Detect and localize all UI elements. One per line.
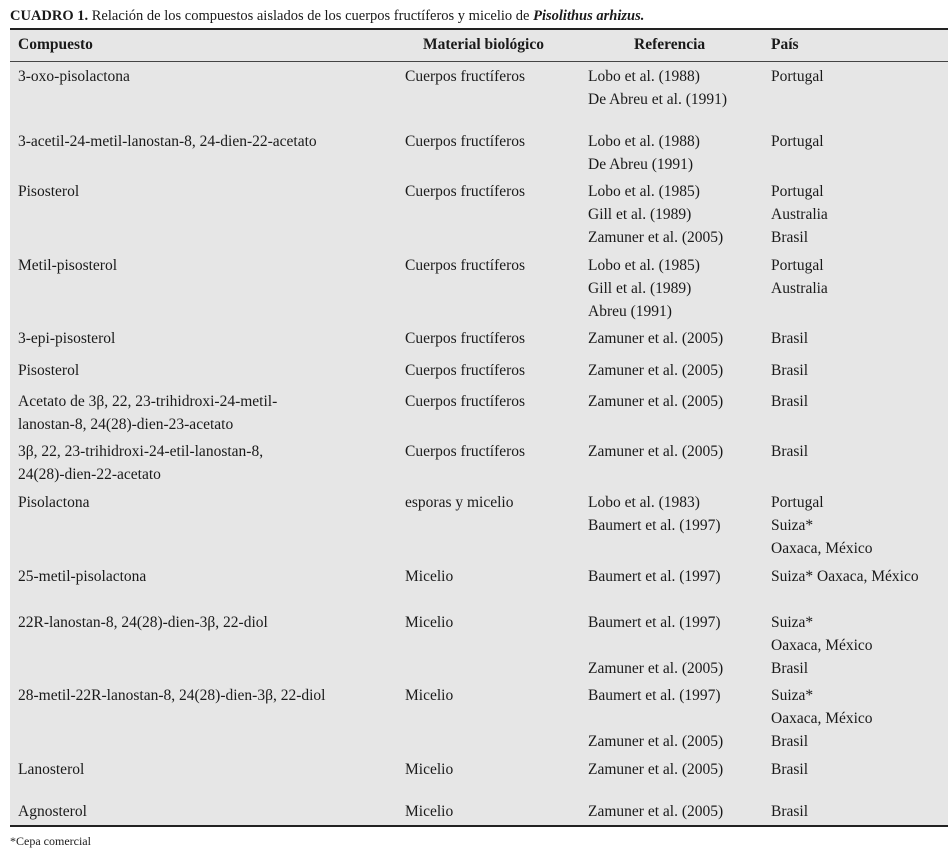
country-cell [771, 65, 824, 88]
cell-line: Zamuner et al. (2005) [588, 393, 724, 410]
cell-line: Suiza* [771, 614, 814, 631]
cell-line: Brasil [771, 733, 809, 750]
cell-line: Abreu (1991) [588, 303, 672, 320]
compound-cell [18, 758, 84, 781]
cell-line: Zamuner et al. (2005) [588, 443, 724, 460]
material-cell [405, 390, 525, 413]
cell-line: Brasil [771, 362, 809, 379]
cell-line: Brasil [771, 803, 809, 820]
material-cell [405, 359, 525, 382]
cell-line: Cuerpos fructíferos [405, 362, 526, 379]
cell-line: 25-metil-pisolactona [18, 568, 147, 585]
compound-cell [18, 130, 317, 153]
country-cell [771, 758, 808, 781]
compound-cell [18, 390, 277, 436]
reference-cell [588, 758, 723, 781]
cell-line: Brasil [771, 761, 809, 778]
country-cell [771, 800, 808, 823]
material-cell [405, 684, 453, 707]
footnote: *Cepa comercial [10, 834, 91, 848]
country-cell [771, 130, 824, 153]
cell-line: Portugal [771, 133, 824, 150]
reference-cell [588, 130, 700, 176]
cell-line: Baumert et al. (1997) [588, 614, 721, 631]
header-referencia: Referencia [634, 36, 706, 53]
cell-line: Baumert et al. (1997) [588, 568, 721, 585]
country-cell [771, 440, 808, 463]
compound-cell [18, 565, 146, 588]
header-compuesto: Compuesto [18, 36, 93, 53]
cell-line: Lobo et al. (1988) [588, 133, 700, 150]
reference-cell [588, 65, 727, 111]
cell-line: esporas y micelio [405, 494, 514, 511]
country-cell [771, 359, 808, 382]
material-cell [405, 800, 453, 823]
reference-cell [588, 491, 721, 537]
compound-cell [18, 180, 79, 203]
cell-line: Cuerpos fructíferos [405, 393, 526, 410]
caption-text: Relación de los compuestos aislados de los cuerpos fructíferos y micelio de [91, 8, 530, 24]
cell-line: 3-acetil-24-metil-lanostan-8, 24-dien-22-acetato [18, 133, 317, 150]
cell-line: Micelio [405, 761, 454, 778]
cell-line: Pisosterol [18, 362, 80, 379]
cell-line: Cuerpos fructíferos [405, 68, 526, 85]
material-cell [405, 491, 513, 514]
cell-line: 22R-lanostan-8, 24(28)-dien-3β, 22-diol [18, 614, 268, 631]
cell-line: Portugal [771, 257, 824, 274]
reference-cell [588, 684, 723, 753]
header-pais: País [771, 36, 799, 53]
compounds-table [10, 28, 948, 827]
cell-line: Gill et al. (1989) [588, 206, 692, 223]
country-cell [771, 611, 873, 680]
country-cell [771, 684, 873, 753]
reference-cell [588, 565, 721, 588]
cell-line: Suiza* [771, 687, 814, 704]
material-cell [405, 180, 525, 203]
country-cell [771, 180, 828, 249]
cell-line: lanostan-8, 24(28)-dien-23-acetato [18, 416, 234, 433]
compound-cell [18, 359, 79, 382]
cell-line: Australia [771, 206, 828, 223]
cell-line: Brasil [771, 660, 809, 677]
table-header [10, 30, 948, 62]
cell-line: Oaxaca, México [771, 540, 873, 557]
compound-cell [18, 491, 89, 514]
cell-line [588, 707, 723, 730]
country-cell [771, 254, 828, 300]
cell-line: Cuerpos fructíferos [405, 330, 526, 347]
reference-cell [588, 611, 723, 680]
material-cell [405, 65, 525, 88]
cell-line: Portugal [771, 183, 824, 200]
cell-line: Micelio [405, 568, 454, 585]
cell-line: 24(28)-dien-22-acetato [18, 466, 161, 483]
cell-line: 3-oxo-pisolactona [18, 68, 130, 85]
cell-line: Zamuner et al. (2005) [588, 803, 724, 820]
material-cell [405, 130, 525, 153]
cell-line: Metil-pisosterol [18, 257, 118, 274]
cell-line: Micelio [405, 614, 454, 631]
cell-line: Zamuner et al. (2005) [588, 733, 724, 750]
cell-line: Lobo et al. (1985) [588, 257, 700, 274]
compound-cell [18, 611, 268, 634]
material-cell [405, 327, 525, 350]
cell-line: Cuerpos fructíferos [405, 183, 526, 200]
header-material: Material biológico [423, 36, 544, 53]
material-cell [405, 565, 453, 588]
table-caption [10, 6, 644, 26]
cell-line: Pisosterol [18, 183, 80, 200]
compound-cell [18, 254, 117, 277]
reference-cell [588, 180, 723, 249]
caption-label: CUADRO 1. [10, 8, 89, 24]
cell-line: Lobo et al. (1985) [588, 183, 700, 200]
cell-line: Zamuner et al. (2005) [588, 761, 724, 778]
cell-line: Brasil [771, 229, 809, 246]
cell-line: Oaxaca, México [771, 710, 873, 727]
caption-species: Pisolithus arhizus. [533, 8, 645, 24]
country-cell [771, 327, 808, 350]
cell-line: Micelio [405, 687, 454, 704]
material-cell [405, 254, 525, 277]
cell-line: 3-epi-pisosterol [18, 330, 116, 347]
cell-line: Acetato de 3β, 22, 23-trihidroxi-24-metil- [18, 393, 278, 410]
cell-line: Gill et al. (1989) [588, 280, 692, 297]
cell-line: Agnosterol [18, 803, 87, 820]
cell-line: Australia [771, 280, 828, 297]
material-cell [405, 758, 453, 781]
material-cell [405, 440, 525, 463]
reference-cell [588, 800, 723, 823]
cell-line: Lanosterol [18, 761, 85, 778]
cell-line [588, 634, 723, 657]
cell-line: De Abreu et al. (1991) [588, 91, 728, 108]
compound-cell [18, 684, 326, 707]
cell-line: Zamuner et al. (2005) [588, 229, 724, 246]
cell-line: Oaxaca, México [771, 637, 873, 654]
country-cell [771, 565, 919, 588]
reference-cell [588, 390, 723, 413]
cell-line: Zamuner et al. (2005) [588, 330, 724, 347]
cell-line: Brasil [771, 330, 809, 347]
cell-line: Suiza* [771, 517, 814, 534]
cell-line: Cuerpos fructíferos [405, 133, 526, 150]
cell-line: Baumert et al. (1997) [588, 517, 721, 534]
cell-line: Suiza* Oaxaca, México [771, 568, 919, 585]
cell-line: 3β, 22, 23-trihidroxi-24-etil-lanostan-8, [18, 443, 264, 460]
reference-cell [588, 327, 723, 350]
cell-line: Brasil [771, 393, 809, 410]
compound-cell [18, 65, 130, 88]
reference-cell [588, 440, 723, 463]
cell-line: Micelio [405, 803, 454, 820]
cell-line: Lobo et al. (1983) [588, 494, 700, 511]
cell-line: Zamuner et al. (2005) [588, 362, 724, 379]
cell-line: Cuerpos fructíferos [405, 443, 526, 460]
cell-line: Lobo et al. (1988) [588, 68, 700, 85]
country-cell [771, 390, 808, 413]
material-cell [405, 611, 453, 634]
cell-line: Portugal [771, 494, 824, 511]
cell-line: Baumert et al. (1997) [588, 687, 721, 704]
compound-cell [18, 440, 263, 486]
cell-line: 28-metil-22R-lanostan-8, 24(28)-dien-3β, 22-diol [18, 687, 326, 704]
cell-line: Pisolactona [18, 494, 90, 511]
country-cell [771, 491, 873, 560]
compound-cell [18, 800, 87, 823]
compound-cell [18, 327, 115, 350]
reference-cell [588, 359, 723, 382]
cell-line: Zamuner et al. (2005) [588, 660, 724, 677]
reference-cell [588, 254, 700, 323]
cell-line: Portugal [771, 68, 824, 85]
cell-line: De Abreu (1991) [588, 156, 694, 173]
cell-line: Brasil [771, 443, 809, 460]
cell-line: Cuerpos fructíferos [405, 257, 526, 274]
